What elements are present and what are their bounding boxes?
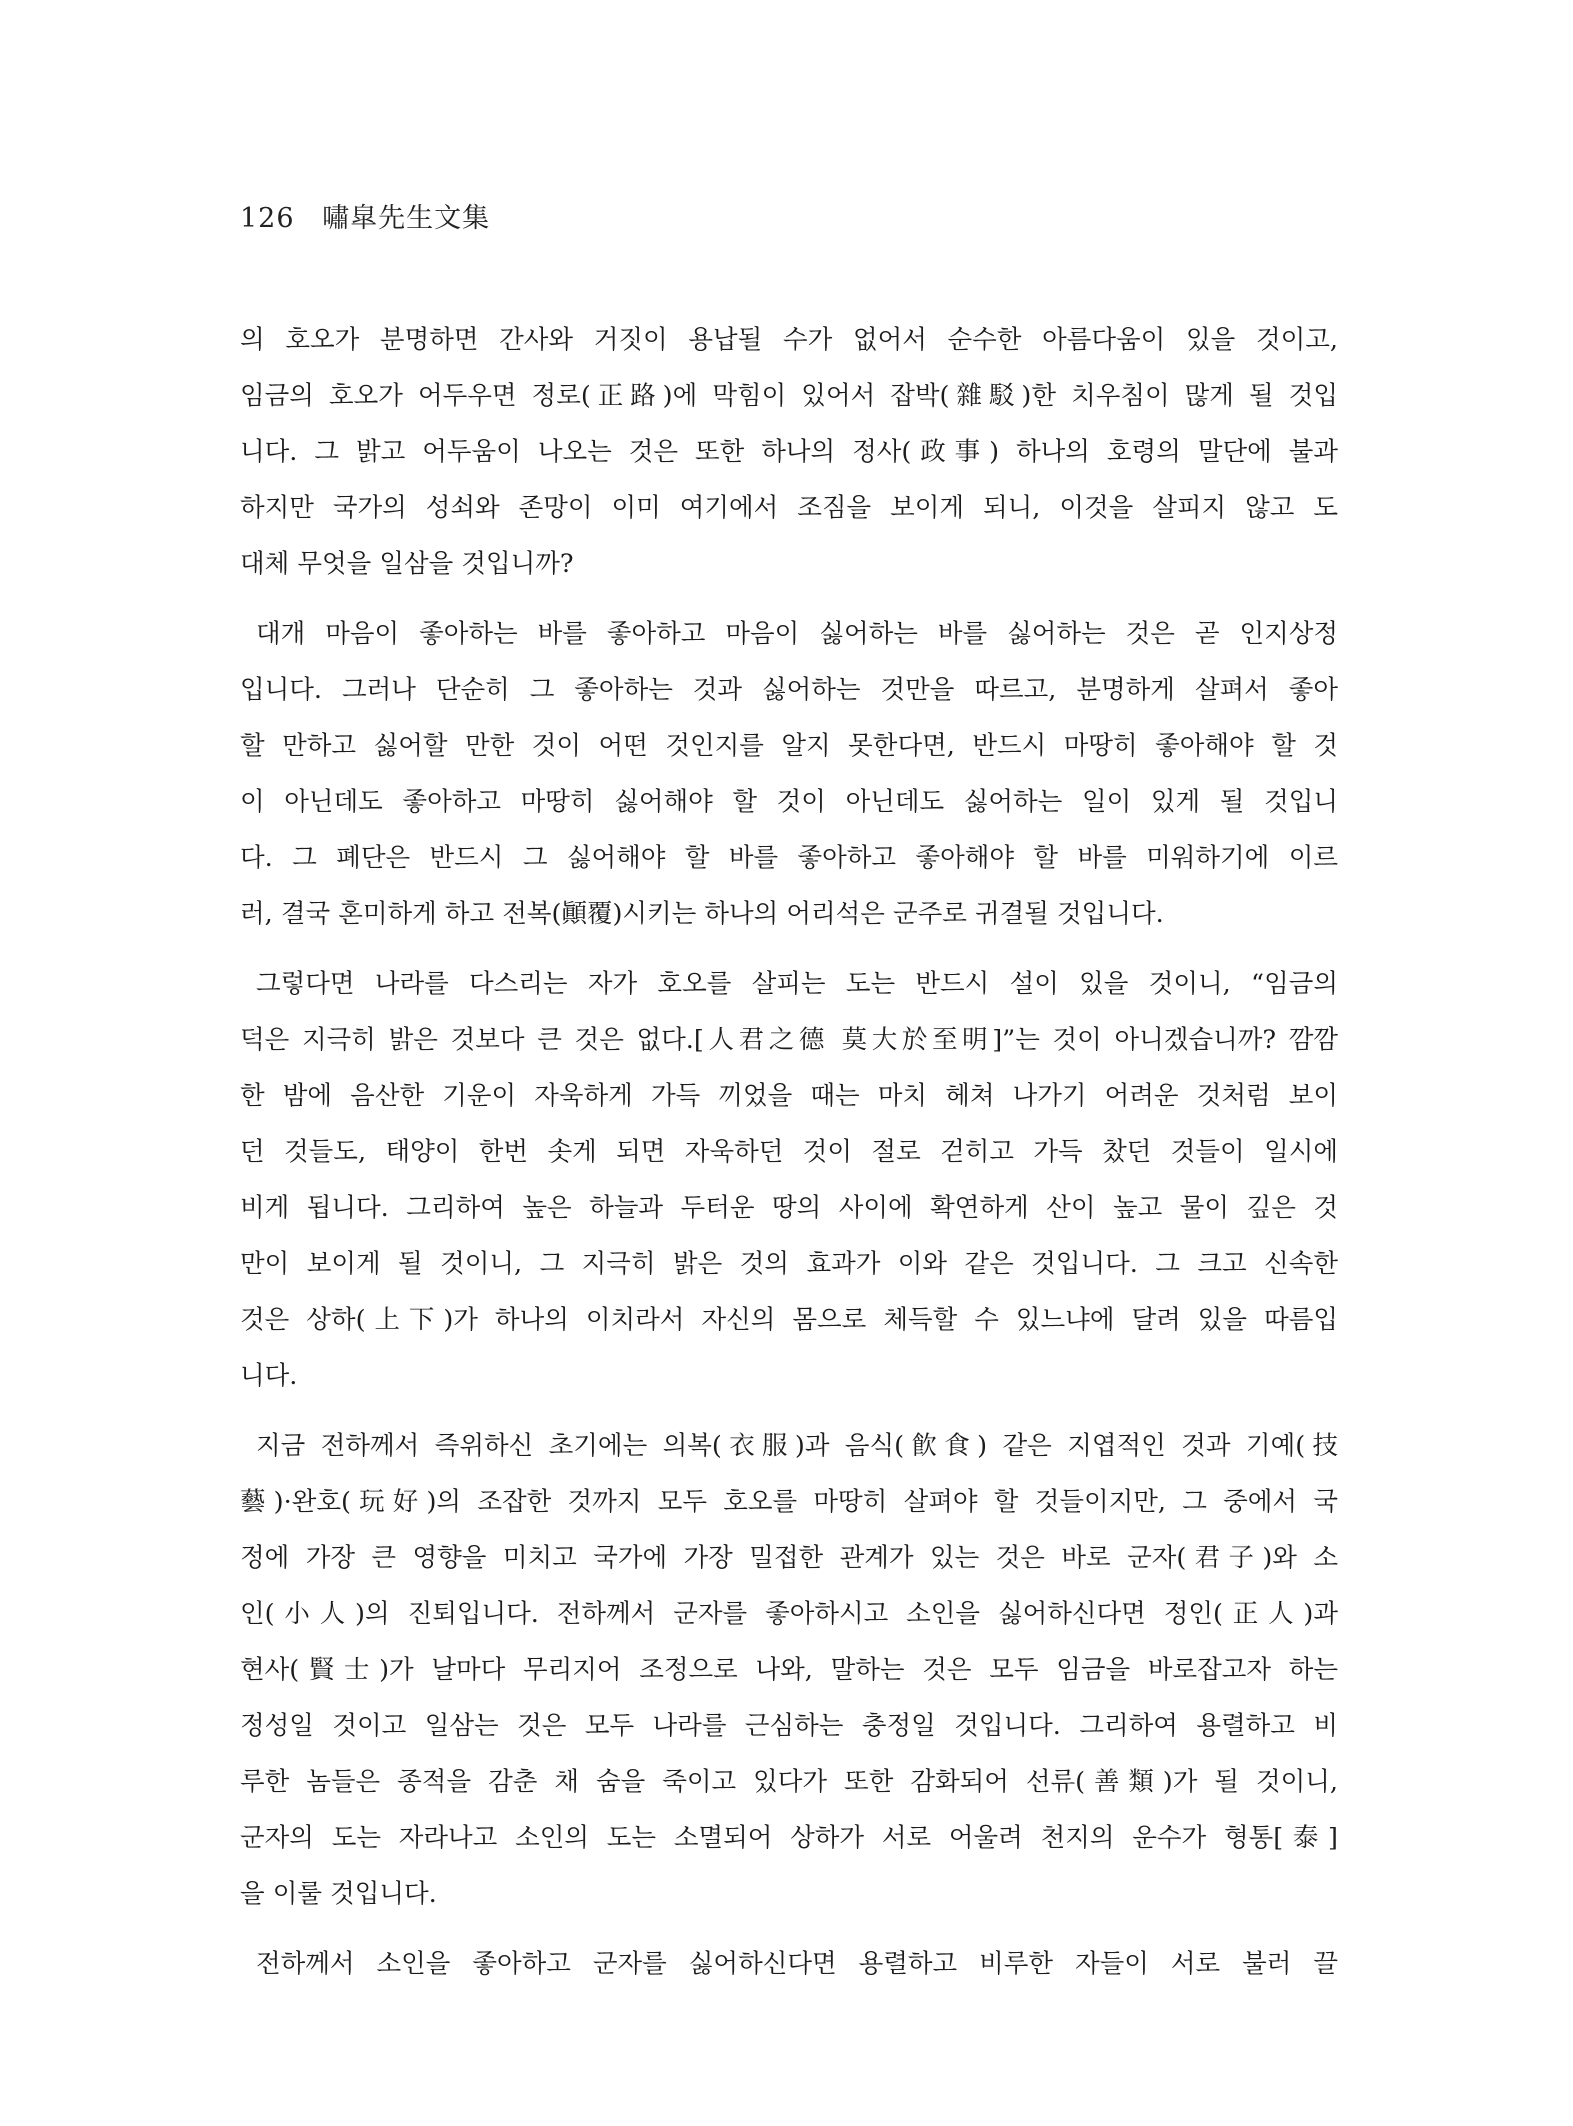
text-line: 대체 무엇을 일삼을 것입니까? — [240, 549, 574, 579]
text-line: 한 밤에 음산한 기운이 자욱하게 가득 끼었을 때는 마치 헤쳐 나가기 어려운 것처럼 보이 — [240, 1081, 1339, 1111]
text-line: 임금의 호오가 어두우면 정로(正路)에 막힘이 있어서 잡박(雜駁)한 치우침이 많게 될 것입 — [240, 381, 1338, 411]
text-line: 藝)·완호(玩好)의 조잡한 것까지 모두 호오를 마땅히 살펴야 할 것들이지만, 그 중에서 국 — [240, 1487, 1338, 1517]
text-line: 그렇다면 나라를 다스리는 자가 호오를 살피는 도는 반드시 설이 있을 것이니, “임금의 — [256, 969, 1338, 999]
text-line: 니다. 그 밝고 어두움이 나오는 것은 또한 하나의 정사(政事) 하나의 호령의 말단에 불과 — [240, 437, 1338, 467]
text-line: 루한 놈들은 종적을 감춘 채 숨을 죽이고 있다가 또한 감화되어 선류(善類)가 될 것이니, — [240, 1767, 1338, 1797]
text-line: 전하께서 소인을 좋아하고 군자를 싫어하신다면 용렬하고 비루한 자들이 서로 불러 끌 — [256, 1949, 1338, 1979]
text-line: 이 아닌데도 좋아하고 마땅히 싫어해야 할 것이 아닌데도 싫어하는 일이 있게 될 것입니 — [240, 787, 1338, 817]
text-line: 인(小人)의 진퇴입니다. 전하께서 군자를 좋아하시고 소인을 싫어하신다면 정인(正人)과 — [240, 1599, 1338, 1629]
text-line: 다. 그 폐단은 반드시 그 싫어해야 할 바를 좋아하고 좋아해야 할 바를 미워하기에 이르 — [240, 843, 1338, 873]
text-line: 현사(賢士)가 날마다 무리지어 조정으로 나와, 말하는 것은 모두 임금을 바로잡고자 하는 — [240, 1655, 1338, 1685]
text-line: 할 만하고 싫어할 만한 것이 어떤 것인지를 알지 못한다면, 반드시 마땅히 좋아해야 할 것 — [240, 731, 1338, 761]
text-line: 비게 됩니다. 그리하여 높은 하늘과 두터운 땅의 사이에 확연하게 산이 높고 물이 깊은 것 — [240, 1193, 1338, 1223]
book-title: 嘯皐先生文集 — [322, 203, 491, 234]
text-line: 러, 결국 혼미하게 하고 전복(顚覆)시키는 하나의 어리석은 군주로 귀결될 것입니다. — [240, 899, 1164, 929]
page-number: 126 — [240, 203, 295, 234]
paragraph — [240, 1418, 1338, 1922]
text-line: 던 것들도, 태양이 한번 솟게 되면 자욱하던 것이 절로 걷히고 가득 찼던 것들이 일시에 — [240, 1137, 1338, 1167]
text-line: 대개 마음이 좋아하는 바를 좋아하고 마음이 싫어하는 바를 싫어하는 것은 곧 인지상정 — [256, 619, 1338, 649]
text-line: 군자의 도는 자라나고 소인의 도는 소멸되어 상하가 서로 어울려 천지의 운수가 형통[泰] — [240, 1823, 1338, 1853]
text-line: 지금 전하께서 즉위하신 초기에는 의복(衣服)과 음식(飮食) 같은 지엽적인 것과 기예(技 — [256, 1431, 1338, 1461]
text-line: 입니다. 그러나 단순히 그 좋아하는 것과 싫어하는 것만을 따르고, 분명하게 살펴서 좋아 — [240, 675, 1338, 705]
text-line: 하지만 국가의 성쇠와 존망이 이미 여기에서 조짐을 보이게 되니, 이것을 살피지 않고 도 — [240, 493, 1338, 523]
text-line: 니다. — [240, 1361, 298, 1391]
text-line: 정에 가장 큰 영향을 미치고 국가에 가장 밀접한 관계가 있는 것은 바로 군자(君子)와 소 — [240, 1543, 1338, 1573]
text-line: 것은 상하(上下)가 하나의 이치라서 자신의 몸으로 체득할 수 있느냐에 달려 있을 따름입 — [240, 1305, 1338, 1335]
text-line: 의 호오가 분명하면 간사와 거짓이 용납될 수가 없어서 순수한 아름다움이 있을 것이고, — [240, 325, 1338, 355]
paragraph — [240, 606, 1338, 942]
text-line: 덕은 지극히 밝은 것보다 큰 것은 없다.[人君之德 莫大於至明]”는 것이 아니겠습니까? 깜깜 — [240, 1025, 1338, 1055]
text-line: 을 이룰 것입니다. — [240, 1879, 437, 1909]
body-text — [240, 312, 1338, 1992]
running-header — [240, 196, 490, 235]
paragraph — [240, 1936, 1338, 1992]
text-line: 만이 보이게 될 것이니, 그 지극히 밝은 것의 효과가 이와 같은 것입니다. 그 크고 신속한 — [240, 1249, 1338, 1279]
paragraph — [240, 956, 1338, 1404]
text-line: 정성일 것이고 일삼는 것은 모두 나라를 근심하는 충정일 것입니다. 그리하여 용렬하고 비 — [240, 1711, 1338, 1741]
paragraph — [240, 312, 1338, 592]
